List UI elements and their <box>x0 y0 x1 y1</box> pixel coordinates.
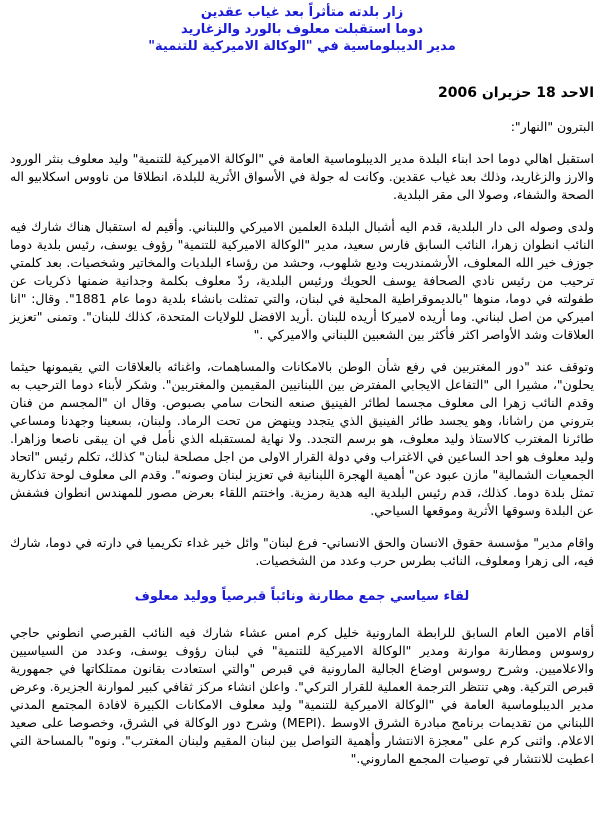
article-source: البترون "النهار": <box>510 119 594 134</box>
paragraph-1: استقبل اهالي دوما احد ابناء البلدة مدير الديبلوماسية العامة في "الوكالة الاميركية للتنمية" وليد معلوف بنثر الورود والارز والزغاريد، وذلك بعد غياب عقدين. وكانت له جولة في الأسواق الأثرية للبلدة، انطلاقا من ناووس اسكلابيو اله الصحة والشفاء، وصولا الى مقر البلدية. <box>10 151 594 202</box>
section-subheading: لقاء سياسي جمع مطارنة ونائباً قبرصياً ووليد معلوف <box>134 589 470 604</box>
headline-line-1: زار بلدته متأثراً بعد غياب عقدين <box>200 5 404 20</box>
headline-line-3: مدير الديبلوماسية في "الوكالة الاميركية للتنمية" <box>148 39 456 54</box>
paragraph-2: ولدى وصوله الى دار البلدية، قدم اليه أشبال البلدة العلمين الاميركي واللبناني. وأقيم له استقبال هناك شارك فيه النائب انطوان زهرا، النائب السابق فارس سعيد، مدير "الوكالة الاميركية للتنمية" رؤوف يوسف، رئيس بلدية دوما جوزف خير الله المعلوف، الأرشمندريت وديع شلهوب، وحشد من رؤساء البلديات والمخاتير وشخصيات. بعد كلمتي ترحيب من رئيس نادي الصحافة يوسف الحويك ورئيس البلدية، ردّ معلوف بكلمة وجدانية ضمنها ذكريات عن طفولته في دوما، منوها "بالديموقراطية المحلية في لبنان، والتي تمثلت بانشاء بلدية دوما عام 1881". وقال: "انا اميركي من اصل لبناني. وما أريده لاميركا أريده للبنان .أريد الافضل للولايات المتحدة، كذلك للبنان". وتمنى "تعزيز العلاقات وشد الأواصر اكثر فأكثر بين الشعبين اللبناني والاميركي ." <box>10 219 594 342</box>
article-headline <box>10 4 594 55</box>
paragraph-5: أقام الامين العام السابق للرابطة المارونية خليل كرم امس عشاء شارك فيه النائب القبرصي انطوني حاجي روسوس ومطارنة موارنة ومدير "الوكالة الاميركية للتنمية" في لبنان رؤوف يوسف، وعدد من السياسيين والاعلاميين. وشرح روسوس اوضاع الجالية المارونية في قبرص "والتي استعادت بقانون ممتلكاتها في جمهورية قبرص التركية. وهي تنتظر الترجمة العملية للقرار التركي". واعلن انشاء مركز ثقافي كبير لموارنة الجزيرة. وعرض مدير الديبلوماسية العامة في "الوكالة الاميركية للتنمية" وليد معلوف الامكانات الكبيرة لافادة المجتمع المدني اللبناني من تقديمات برنامج مبادرة الشرق الاوسط .(MEPI) وشرح دور الوكالة في الشرق، وخصوصا على صعيد الاعلام. واثنى كرم على "معجزة الانتشار وأهمية التواصل بين لبنان المقيم ولبنان المغترب". ونوه" بالمساحة التي اعطيت للانتشار في توصيات المجمع الماروني." <box>10 625 594 766</box>
headline-line-2: دوما استقبلت معلوف بالورد والزغاريد <box>180 22 424 37</box>
paragraph-4: واقام مدير" مؤسسة حقوق الانسان والحق الانساني- فرع لبنان" وائل خير غداء تكريميا في دارته في دوما، شارك فيه، الى زهرا ومعلوف، النائب بطرس حرب وعدد من الشخصيات. <box>10 535 594 568</box>
paragraph-3: وتوقف عند "دور المغتربين في رفع شأن الوطن بالامكانات والمساهمات، واغنائه بالعلاقات التي يقيمونها حيثما يحلون"، مشيرا الى "التفاعل الايجابي المفترض بين اللبنانيين المقيمين والمغتربين". وشكر لأبناء دوما الترحيب به وقدم النائب زهرا الى معلوف مجسما لطائر الفينيق صنعه النحات سامي بصبوص. وقال ان "المجسم من فنان بتروني من راشانا، وهو يجسد طائر الفينيق الذي يتجدد وينهض من تحت الرماد. ولبنان، بسعينا وجهدنا ومساعي طائرنا المغترب كالاستاذ وليد معلوف، هو برسم التجدد. ولا نهاية لمستقبله الذي نأمل في ان يبقى ناصعا وزاهرا. وليد معلوف هو احد الساعين في الاغتراب وفي دولة القرار الاولى من اجل مصلحة لبنان" كذلك، تكلم رئيس "اتحاد الجمعيات الشمالية" مازن عبود عن" أهمية الهجرة اللبنانية في تعزيز لبنان وصونه". وقدم الى معلوف لوحة تذكارية تمثل بلدة دوما. كذلك، قدم رئيس البلدية اليه هدية رمزية. واختتم اللقاء بعرض مصور للمهندس انطوان فشفش عن البلدة وسوقها الأثرية وموقعها السياحي. <box>10 359 594 518</box>
article-date: الاحد 18 حزيران 2006 <box>438 85 594 101</box>
